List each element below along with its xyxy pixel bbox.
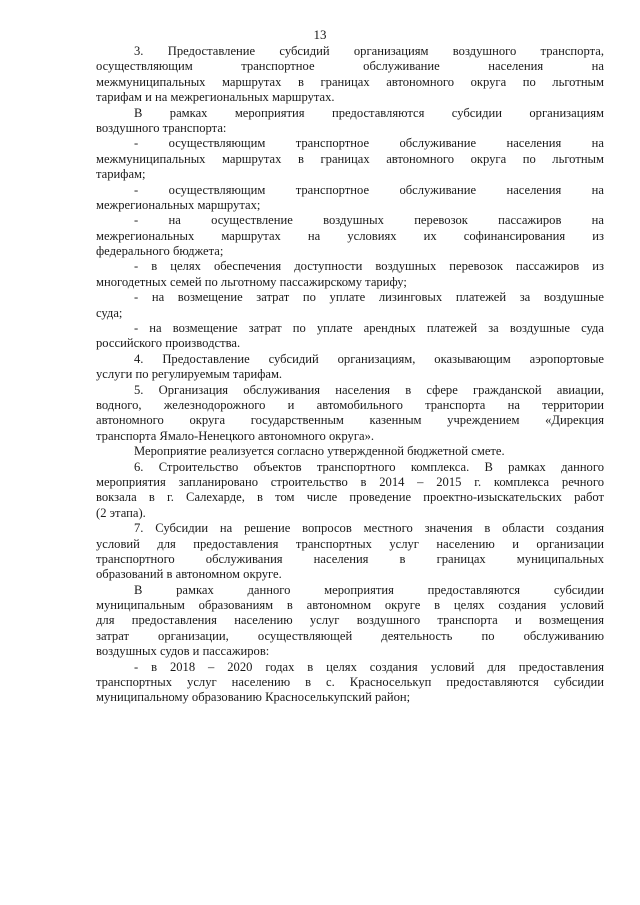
page-number: 13 [313,27,327,42]
text-line: межрегиональных маршрутах; [96,197,261,212]
text-line: 4. Предоставление субсидий организациям, оказывающим аэропортовые [134,351,604,366]
text-line: суда; [96,305,123,320]
text-line: тарифам; [96,167,146,182]
text-line: автономного округа государственным казенным учреждением «Дирекция [96,413,604,428]
text-line: - на возмещение затрат по уплате арендных платежей за воздушные суда [134,321,604,336]
text-line: осуществляющим транспортное обслуживание населения на [96,59,604,74]
text-line: межмуниципальных маршрутах в границах автономного округа по льготным [96,151,604,166]
text-line: муниципальному образованию Красноселькупский район; [96,690,411,705]
document-body [96,44,604,706]
text-line: 7. Субсидии на решение вопросов местного значения в области создания [134,521,604,536]
text-line: - в 2018 – 2020 годах в целях создания условий для предоставления [134,659,604,674]
text-line: - осуществляющим транспортное обслуживание населения на [134,182,604,197]
text-line: водного, железнодорожного и автомобильного транспорта на территории [96,397,604,412]
text-line: мероприятия запланировано строительство в 2014 – 2015 г. комплекса речного [96,474,604,489]
text-line: муниципальным образованиям в автономном округе в целях создания условий [96,598,604,613]
text-line: - осуществляющим транспортное обслуживание населения на [134,136,604,151]
text-line: - на осуществление воздушных перевозок пассажиров на [134,213,604,228]
text-line: транспортных услуг населению в с. Красноселькуп предоставляются субсидии [96,675,604,690]
text-line: воздушных судов и пассажиров: [96,644,270,659]
text-line: 3. Предоставление субсидий организациям воздушного транспорта, [134,44,604,58]
text-line: транспорта Ямало-Ненецкого автономного округа». [96,428,375,443]
text-line: образований в автономном округе. [96,567,282,582]
text-line: В рамках данного мероприятия предоставляются субсидии [134,582,604,597]
text-line: услуги по регулируемым тарифам. [96,367,283,382]
text-line: - на возмещение затрат по уплате лизинговых платежей за воздушные [134,290,604,305]
text-line: для предоставления населению услуг воздушного транспорта и возмещения [96,613,604,628]
text-line: вокзала в г. Салехарде, в том числе проведение проектно-изыскательских работ [96,490,604,505]
text-line: - в целях обеспечения доступности воздушных перевозок пассажиров из [134,259,604,274]
text-line: воздушного транспорта: [96,120,227,135]
text-line: тарифам и на межрегиональных маршрутах. [96,90,335,105]
text-line: многодетных семей по льготному пассажирскому тарифу; [96,274,407,289]
text-line: межмуниципальных маршрутах в границах автономного округа по льготным [96,74,604,89]
text-line: транспортного обслуживания населения в границах муниципальных [96,551,604,566]
text-line: затрат организации, осуществляющей деятельность по обслуживанию [96,628,604,643]
text-line: (2 этапа). [96,505,146,520]
text-line: российского производства. [96,336,241,351]
text-line: федерального бюджета; [96,244,224,259]
text-line: условий для предоставления транспортных услуг населению и организации [96,536,604,551]
text-line: 5. Организация обслуживания населения в сфере гражданской авиации, [134,382,604,397]
text-line: В рамках мероприятия предоставляются субсидии организациям [134,105,604,120]
text-line: межрегиональных маршрутах на условиях их софинансирования из [96,228,604,243]
text-line: Мероприятие реализуется согласно утвержденной бюджетной смете. [134,444,505,459]
text-line: 6. Строительство объектов транспортного комплекса. В рамках данного [134,459,604,474]
